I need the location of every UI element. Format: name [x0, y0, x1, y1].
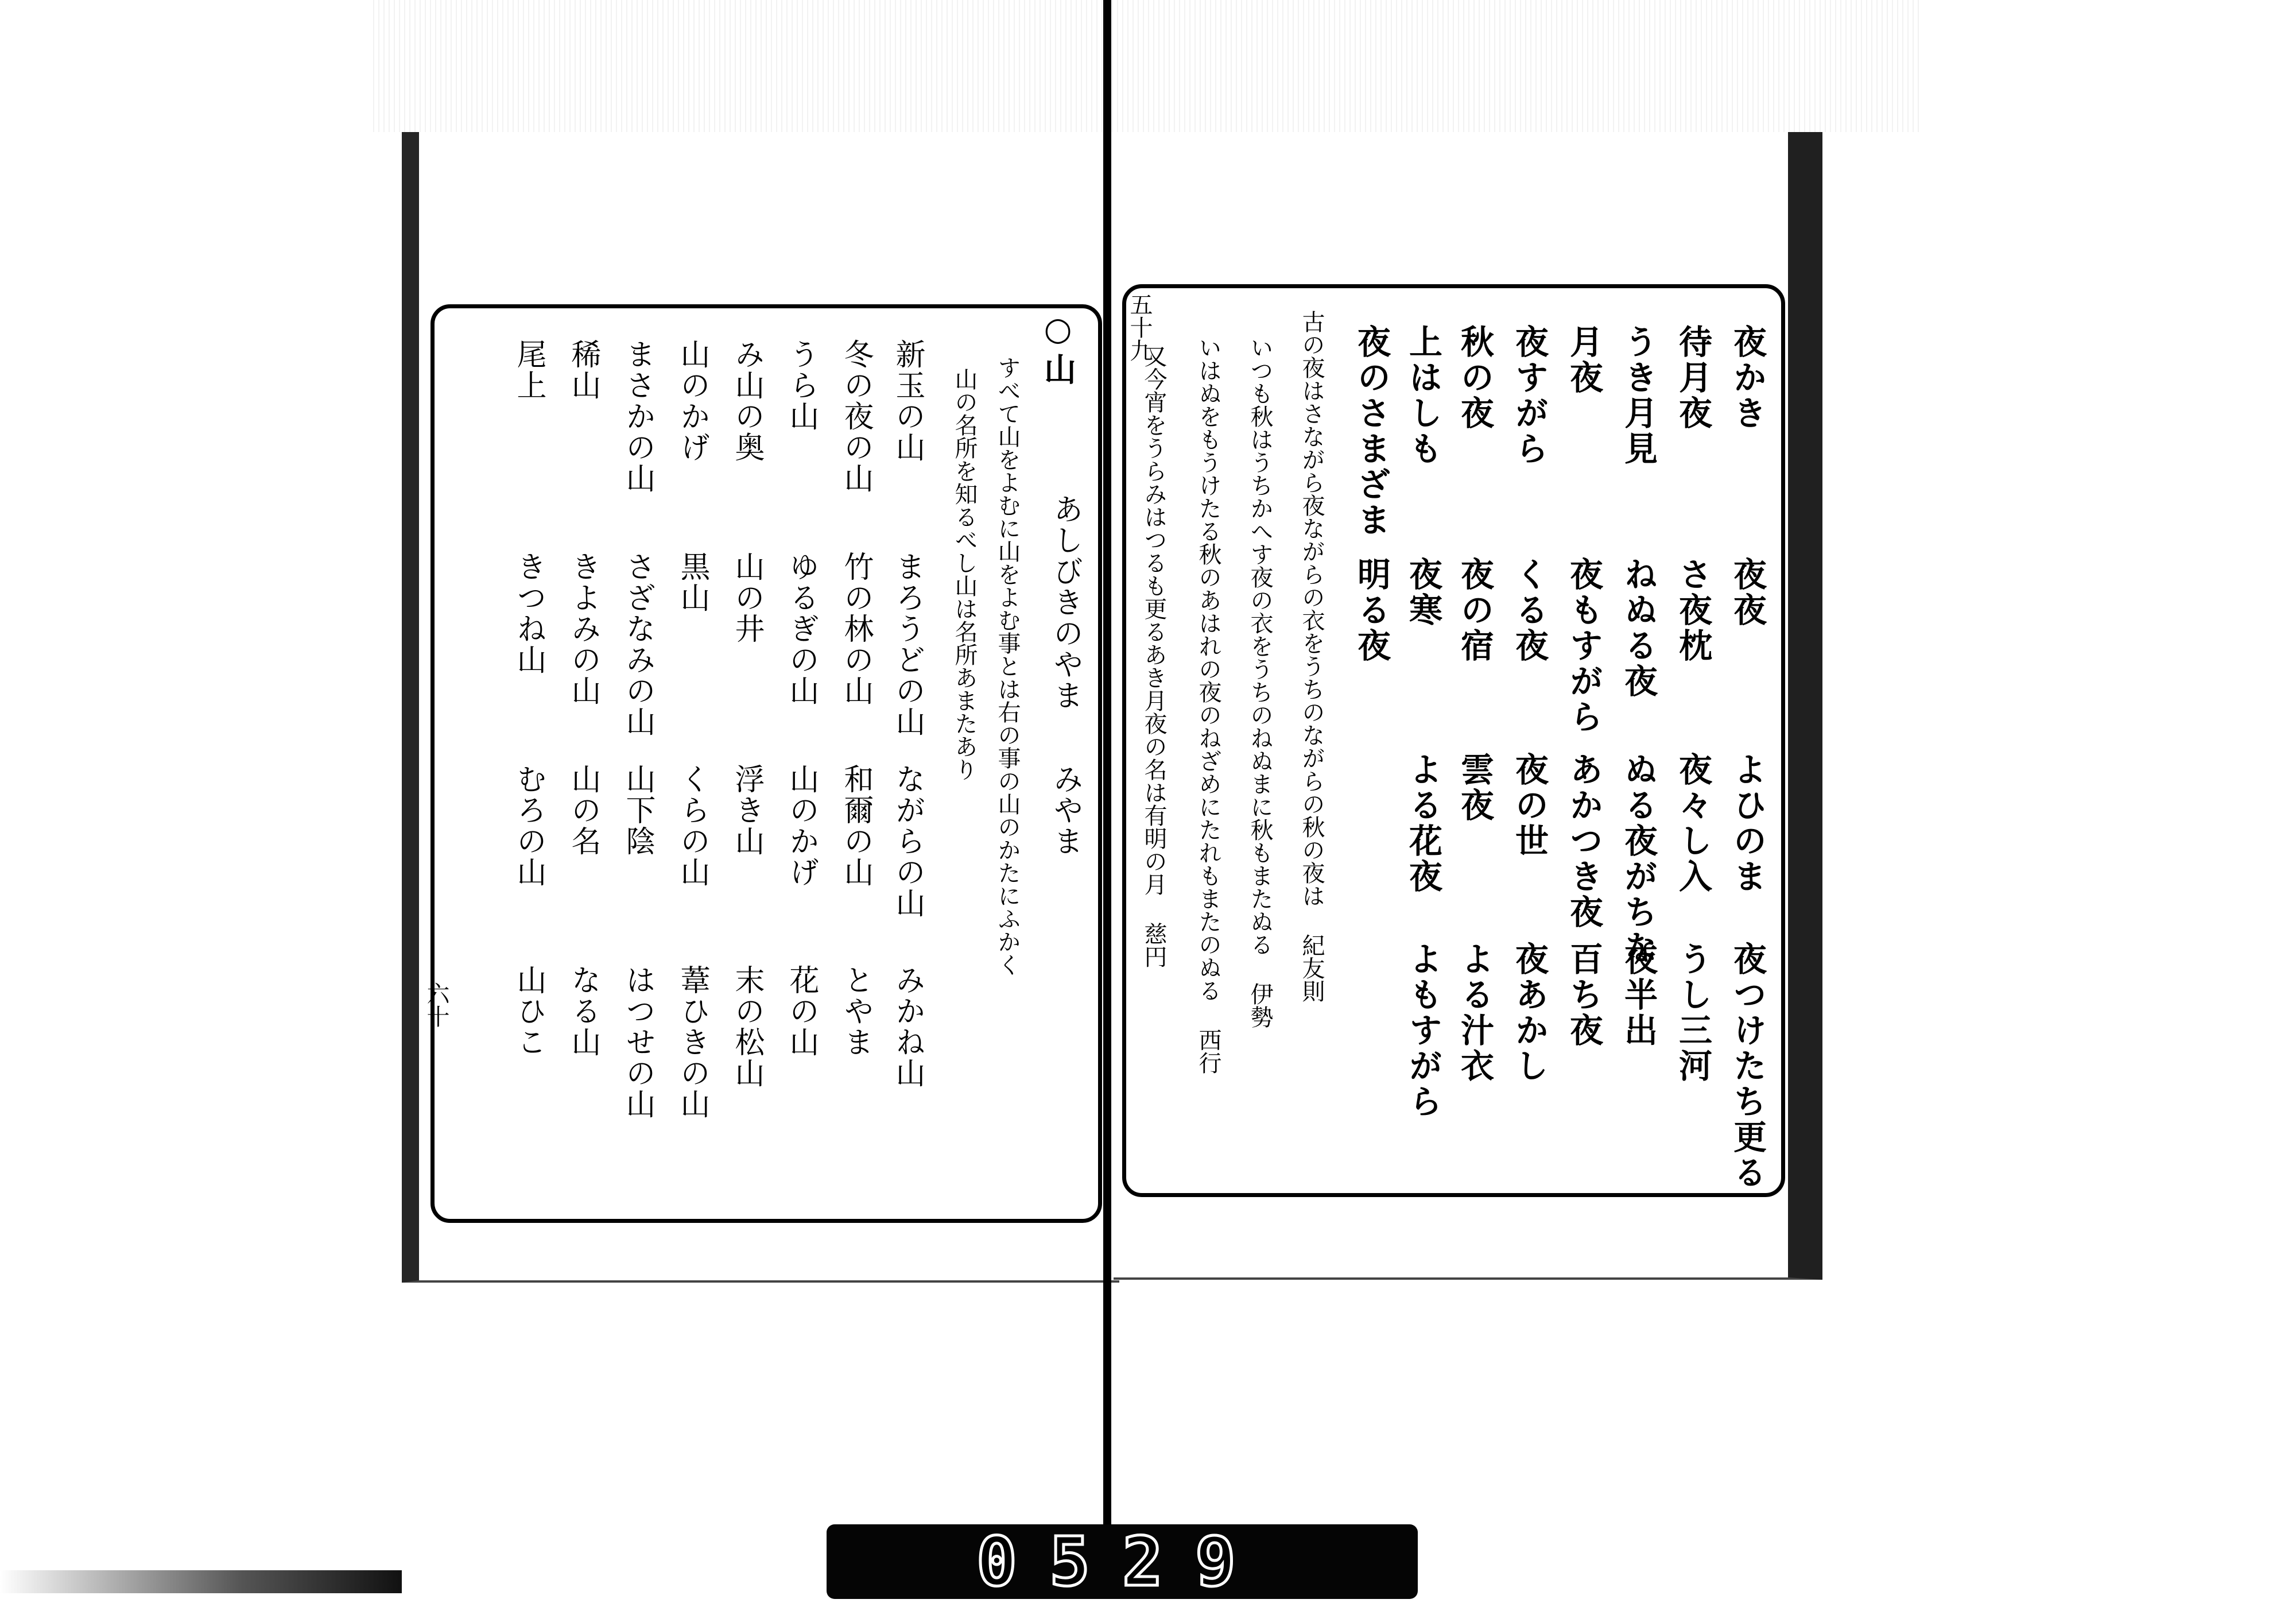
list-item: 秋の夜 — [1455, 324, 1494, 431]
poem-note: 古の夜はさながら夜ながらの衣をうちのながらの秋の夜は 紀友則 — [1298, 310, 1325, 1002]
list-item: ねぬる夜 — [1619, 557, 1658, 699]
list-item: きよみの山 — [566, 551, 600, 706]
list-item: きつね山 — [511, 551, 546, 675]
heading-item: みやま — [1048, 764, 1083, 857]
page-number: 五十九 — [1126, 293, 1153, 362]
list-item: よる汁衣 — [1455, 942, 1494, 1084]
list-item: 浮き山 — [730, 764, 764, 857]
list-item: 竹の林の山 — [839, 551, 873, 706]
list-item: 山ひこ — [511, 965, 546, 1058]
list-item: 夜あかし — [1510, 942, 1549, 1084]
list-item: よもすがら — [1403, 942, 1442, 1120]
list-item: うし三河 — [1673, 942, 1712, 1084]
poem-note: 又今宵をうらみはつるも更るあき月夜の名は有明の月 慈円 — [1141, 344, 1167, 968]
list-item: 山のかげ — [675, 339, 709, 463]
list-item: 夜半出 — [1619, 942, 1658, 1048]
list-item: 夜つけたち更る — [1728, 942, 1767, 1191]
list-item: 上はしも — [1403, 324, 1442, 467]
list-item: 山の名 — [566, 764, 600, 857]
list-item: 夜の世 — [1510, 752, 1549, 859]
list-item: うき月見 — [1619, 324, 1658, 467]
section-heading: ○山 — [1039, 310, 1077, 389]
page-number: 六十 — [423, 982, 449, 1028]
list-item: 和爾の山 — [839, 764, 873, 888]
list-item: ながらの山 — [890, 764, 925, 919]
list-item: 山のかげ — [784, 764, 819, 888]
list-item: とやま — [839, 965, 873, 1058]
list-item: はつせの山 — [620, 965, 655, 1120]
list-item: よひのま — [1728, 752, 1767, 895]
list-item: くる夜 — [1510, 557, 1549, 664]
list-item: 尾上 — [511, 339, 546, 401]
list-item: み山の奥 — [730, 339, 764, 463]
list-item: 夜すがら — [1510, 324, 1549, 467]
note-line: すべて山をよむに山をよむ事とは右の事の山のかたにふかく — [994, 356, 1021, 976]
list-item: さざなみの山 — [620, 551, 655, 737]
list-item: 夜々し入 — [1673, 752, 1712, 895]
list-item: よる花夜 — [1403, 752, 1442, 895]
list-item: 冬の夜の山 — [839, 339, 873, 494]
list-item: 山下陰 — [620, 764, 655, 857]
list-item: 稀山 — [566, 339, 600, 401]
list-item: まさかの山 — [620, 339, 655, 494]
list-item: 待月夜 — [1673, 324, 1712, 431]
list-item: くらの山 — [675, 764, 709, 888]
archive-stamp — [827, 1524, 1418, 1599]
poem-note: いつも秋はうちかへす夜の衣をうちのねぬまに秋もまたぬる 伊勢 — [1247, 336, 1273, 1028]
list-item: 夜寒 — [1403, 557, 1442, 628]
list-item: ぬる夜がちな — [1619, 752, 1658, 966]
list-item: 葦ひきの山 — [675, 965, 709, 1120]
list-item: なる山 — [566, 965, 600, 1058]
list-item: 夜もすがら — [1564, 557, 1603, 735]
book-spine — [1103, 0, 1111, 1570]
list-item: 月夜 — [1564, 324, 1603, 396]
scan-edge — [0, 1570, 402, 1593]
list-item: ゆるぎの山 — [784, 551, 819, 706]
list-item: 百ち夜 — [1564, 942, 1603, 1048]
list-item: 夜かき — [1728, 324, 1767, 431]
scan-noise — [373, 0, 1923, 132]
list-item: 明る夜 — [1352, 557, 1391, 664]
list-item: うら山 — [784, 339, 819, 432]
list-item: 花の山 — [784, 965, 819, 1058]
list-item: さ夜枕 — [1673, 557, 1712, 664]
list-item: 山の井 — [730, 551, 764, 644]
list-item: あかつき夜 — [1564, 752, 1603, 930]
heading-item: あしびきのやま — [1048, 494, 1083, 711]
list-item: 黒山 — [675, 551, 709, 613]
list-item: 末の松山 — [730, 965, 764, 1089]
stamp-number: 0529 — [976, 1522, 1269, 1601]
list-item: むろの山 — [511, 764, 546, 888]
poem-note: いはぬをもうけたる秋のあはれの夜のねざめにたれもまたのぬる 西行 — [1195, 336, 1221, 1074]
list-item: 夜の宿 — [1455, 557, 1494, 664]
note-line: 山の名所を知るべし山は名所あまたあり — [951, 367, 978, 781]
list-item: 夜のさまざま — [1352, 324, 1391, 538]
list-item: 新玉の山 — [890, 339, 925, 463]
list-item: まろうどの山 — [890, 551, 925, 737]
list-item: みかね山 — [890, 965, 925, 1089]
list-item: 夜夜 — [1728, 557, 1767, 628]
list-item: 雲夜 — [1455, 752, 1494, 823]
